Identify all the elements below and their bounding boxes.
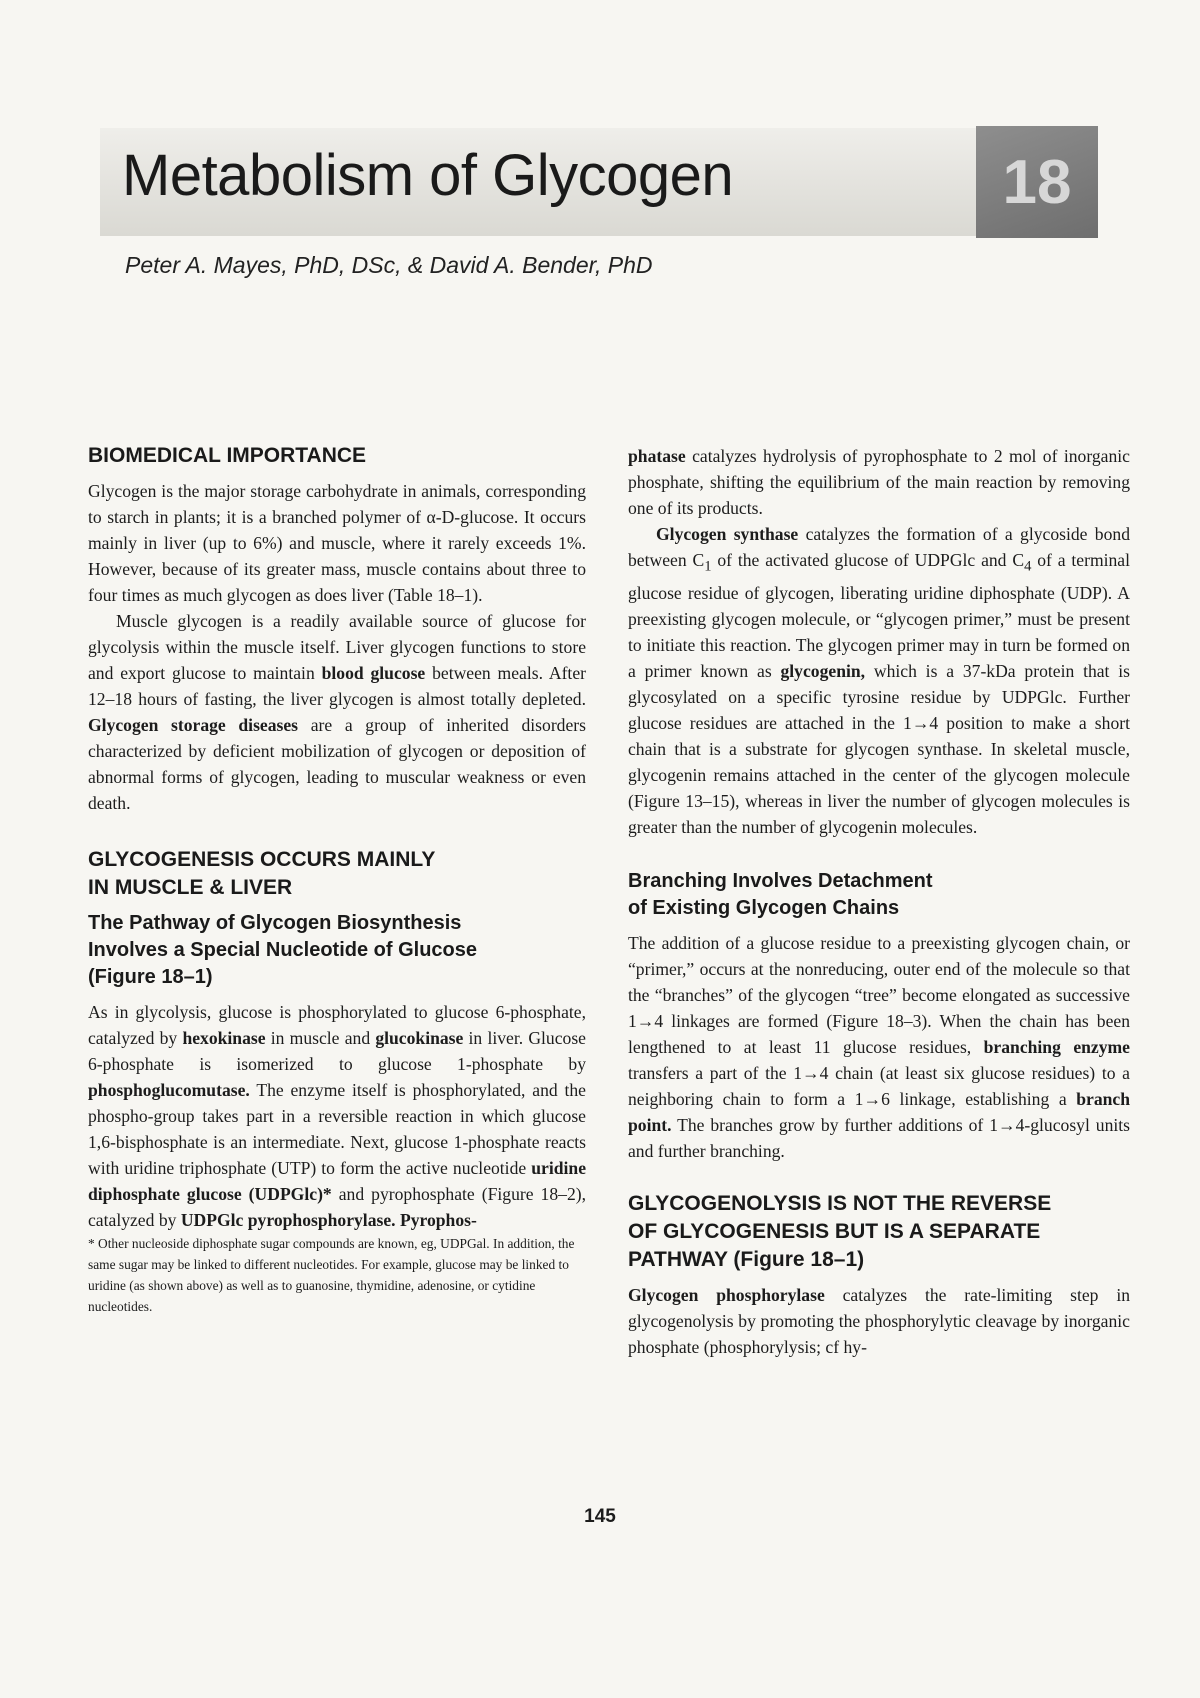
section-heading-glycogenesis: GLYCOGENESIS OCCURS MAINLY IN MUSCLE & LIVER	[88, 848, 436, 899]
subsection-heading-branching: Branching Involves Detachment of Existing Glycogen Chains	[628, 869, 933, 919]
footnote: * Other nucleoside diphosphate sugar compounds are known, eg, UDPGal. In addition, the same sugar may be linked to different nucleotides. For example, glucose may be linked to uridine (as shown above) as well as to guanosine, thymidine, adenosine, or cytidine nucleotides.	[88, 1236, 575, 1314]
chapter-title: Metabolism of Glycogen	[122, 143, 734, 208]
biomedical-paragraph-1: Glycogen is the major storage carbohydrate in animals, corresponding to starch in plants; it is a branched polymer of α-D-glucose. It occurs mainly in liver (up to 6%) and muscle, where it rarely exceeds 1%. However, because of its greater mass, muscle contains about three to four times as much glycogen as does liver (Table 18–1).	[88, 481, 586, 605]
section-heading-glycogenolysis: GLYCOGENOLYSIS IS NOT THE REVERSE OF GLYCOGENESIS BUT IS A SEPARATE PATHWAY (Figure 18–1)	[628, 1191, 1052, 1271]
chapter-number-badge: 18	[976, 126, 1098, 238]
right-column	[628, 443, 1130, 1360]
page-number: 145	[584, 1506, 616, 1527]
biomedical-paragraph-2: Muscle glycogen is a readily available source of glucose for glycolysis within the muscle itself. Liver glycogen functions to store and export glucose to maintain blood glucose between meals. After 12–18 hours of fasting, the liver glycogen is almost totally depleted. Glycogen storage diseases are a group of inherited disorders characterized by deficient mobilization of glycogen or deposition of abnormal forms of glycogen, leading to muscular weakness or even death.	[88, 611, 586, 813]
glycogenesis-paragraph: As in glycolysis, glucose is phosphorylated to glucose 6-phosphate, catalyzed by hexokinase in muscle and glucokinase in liver. Glucose 6-phosphate is isomerized to glucose 1-phosphate by phosphoglucomutase. The enzyme itself is phosphorylated, and the phospho-group takes part in a reversible reaction in which glucose 1,6-bisphosphate is an intermediate. Next, glucose 1-phosphate reacts with uridine triphosphate (UTP) to form the active nucleotide uridine diphosphate glucose (UDPGlc)* and pyrophosphate (Figure 18–2), catalyzed by UDPGlc pyrophosphorylase. Pyrophos-	[88, 1002, 586, 1230]
section-heading-biomedical: BIOMEDICAL IMPORTANCE	[88, 444, 367, 467]
glycogenolysis-paragraph: Glycogen phosphorylase catalyzes the rate-limiting step in glycogenolysis by promoting the phosphorylytic cleavage by inorganic phosphate (phosphorylysis; cf hy-	[628, 1284, 1131, 1357]
glycogen-synthase-paragraph: Glycogen synthase catalyzes the formation of a glycoside bond between $C_1$ of the activated glucose of UDPGlc and $C_4$ of a terminal glucose residue of glycogen, liberating uridine diphosphate (UDP). A preexisting glycogen molecule, or “glycogen primer,” must be present to initiate this reaction. The glycogen primer may in turn be formed on a primer known as glycogenin, which is a 37-kDa protein that is glycosylated on a specific tyrosine residue by UDPGlc. Further glucose residues are attached in the 1→4 position to make a short chain that is a substrate for glycogen synthase. In skeletal muscle, glycogenin remains attached in the center of the glycogen molecule (Figure 13–15), whereas in liver the number of glycogen molecules is greater than the number of glycogenin molecules.	[628, 524, 1131, 837]
branching-paragraph: The addition of a glucose residue to a preexisting glycogen chain, or “primer,” occurs at the nonreducing, outer end of the molecule so that the “branches” of the glycogen “tree” become elongated as successive 1→4 linkages are formed (Figure 18–3). When the chain has been lengthened to at least 11 glucose residues, branching enzyme transfers a part of the 1→4 chain (at least six glucose residues) to a neighboring chain to form a 1→6 linkage, establishing a branch point. The branches grow by further additions of 1→4-glucosyl units and further branching.	[628, 932, 1130, 1161]
chapter-authors: Peter A. Mayes, PhD, DSc, & David A. Bender, PhD	[125, 252, 653, 278]
subsection-heading-biosynthesis: The Pathway of Glycogen Biosynthesis Involves a Special Nucleotide of Glucose (Figure 18–1)	[88, 912, 478, 988]
pyrophosphatase-paragraph: phatase catalyzes hydrolysis of pyrophosphate to 2 mol of inorganic phosphate, shifting the equilibrium of the main reaction by removing one of its products.	[628, 446, 1130, 518]
left-column	[88, 442, 586, 1317]
